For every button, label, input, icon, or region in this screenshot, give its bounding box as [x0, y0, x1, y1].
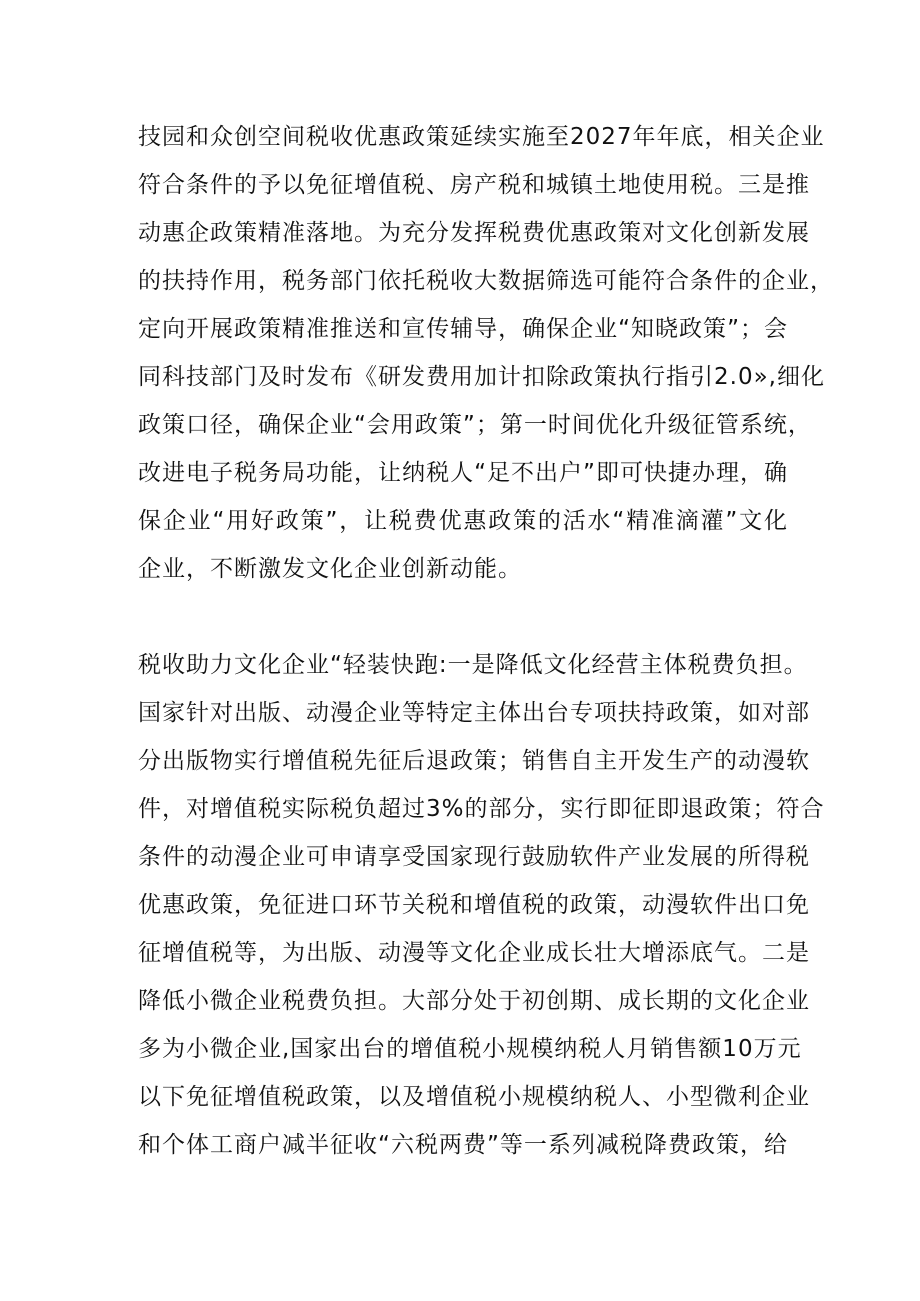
text-line: 征增值税等，为出版、动漫等文化企业成长壮大增添底气。二是 [138, 940, 810, 966]
text-line: 符合条件的予以免征增值税、房产税和城镇土地使用税。三是推 [138, 172, 810, 198]
text-line: 国家针对出版、动漫企业等特定主体出台专项扶持政策，如对部 [138, 700, 810, 726]
text-line: 以下免征增值税政策，以及增值税小规模纳税人、小型微利企业 [138, 1084, 810, 1110]
text-line: 定向开展政策精准推送和宣传辅导，确保企业“知晓政策”；会 [138, 316, 788, 342]
text-line: 多为小微企业,国家出台的增值税小规模纳税人月销售额10万元 [138, 1036, 802, 1062]
text-line: 降低小微企业税费负担。大部分处于初创期、成长期的文化企业 [138, 988, 810, 1014]
text-line: 件，对增值税实际税负超过3%的部分，实行即征即退政策；符合 [138, 796, 825, 822]
text-line: 优惠政策，免征进口环节关税和增值税的政策，动漫软件出口免 [138, 892, 810, 918]
text-line: 技园和众创空间税收优惠政策延续实施至2027年年底，相关企业 [138, 124, 825, 150]
text-line: 企业，不断激发文化企业创新动能。 [138, 556, 522, 582]
text-line: 改进电子税务局功能，让纳税人“足不出户”即可快捷办理，确 [138, 460, 788, 486]
text-line: 保企业“用好政策”，让税费优惠政策的活水“精准滴灌”文化 [138, 508, 788, 534]
text-line: 和个体工商户减半征收“六税两费”等一系列减税降费政策，给 [138, 1132, 788, 1158]
text-line: 动惠企政策精准落地。为充分发挥税费优惠政策对文化创新发展 [138, 220, 810, 246]
text-line: 政策口径，确保企业“会用政策”；第一时间优化升级征管系统， [138, 412, 812, 438]
text-line: 同科技部门及时发布《研发费用加计扣除政策执行指引2.0»,细化 [138, 364, 825, 390]
text-line: 的扶持作用，税务部门依托税收大数据筛选可能符合条件的企业， [138, 268, 834, 294]
text-line: 税收助力文化企业“轻装快跑:一是降低文化经营主体税费负担。 [138, 652, 808, 678]
text-line: 条件的动漫企业可申请享受国家现行鼓励软件产业发展的所得税 [138, 844, 810, 870]
text-line: 分出版物实行增值税先征后退政策；销售自主开发生产的动漫软 [138, 748, 810, 774]
